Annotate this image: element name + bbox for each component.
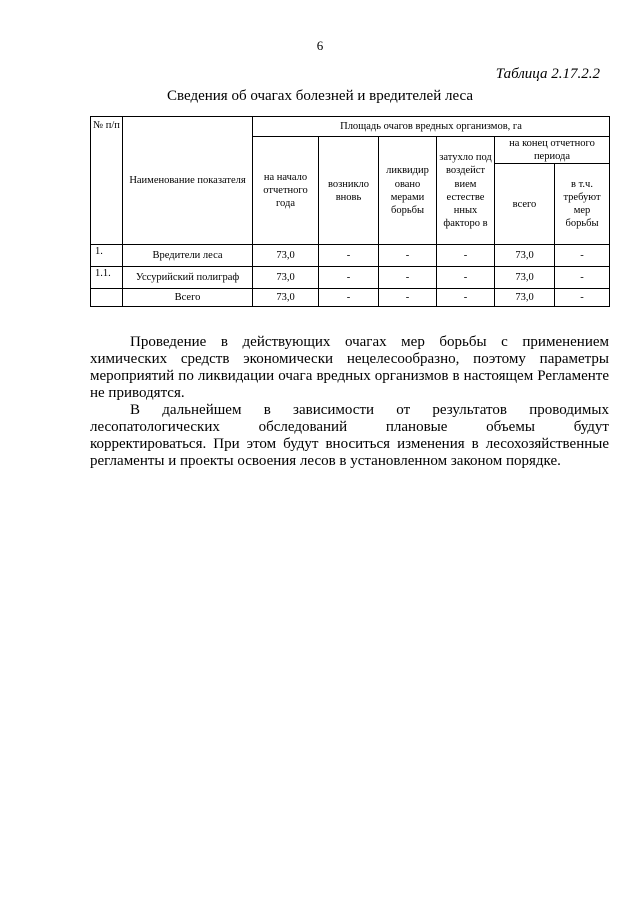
- table-reference: Таблица 2.17.2.2: [495, 66, 600, 82]
- row-number: 1.1.: [91, 267, 123, 289]
- row-natural: -: [437, 289, 495, 307]
- row-start: 73,0: [253, 245, 319, 267]
- row-name: Вредители леса: [123, 245, 253, 267]
- row-need: -: [555, 267, 610, 289]
- row-new: -: [319, 267, 379, 289]
- row-name: Всего: [123, 289, 253, 307]
- header-need-measures: в т.ч. требуют мер борьбы: [555, 164, 610, 245]
- row-total: 73,0: [495, 289, 555, 307]
- row-new: -: [319, 245, 379, 267]
- row-need: -: [555, 245, 610, 267]
- paragraph-text: корректироваться. При этом будут вноситься изменения в лесохозяйственные регламенты и проекты освоения лесов в установленном законом порядке.: [90, 436, 609, 469]
- row-number: [91, 289, 123, 307]
- header-name: Наименование показателя: [123, 117, 253, 245]
- paragraph-planning: [90, 402, 609, 470]
- table-row: [91, 245, 610, 267]
- header-natural: затухло под воздейст вием естестве нных факторо в: [437, 137, 495, 245]
- header-area: Площадь очагов вредных организмов, га: [253, 117, 610, 137]
- header-end-period: на конец отчетного периода: [495, 137, 610, 164]
- row-number: 1.: [91, 245, 123, 267]
- header-number: № п/п: [91, 117, 123, 245]
- table-row: [91, 267, 610, 289]
- header-start: на начало отчетного года: [253, 137, 319, 245]
- row-start: 73,0: [253, 289, 319, 307]
- table-title: Сведения об очагах болезней и вредителей леса: [167, 88, 473, 104]
- pests-table: [90, 116, 610, 307]
- row-name: Уссурийский полиграф: [123, 267, 253, 289]
- row-liquidated: -: [379, 245, 437, 267]
- paragraph-line: В дальнейшем в зависимости от результатов проводимых: [130, 402, 609, 418]
- row-liquidated: -: [379, 289, 437, 307]
- header-liquidated: ликвидир овано мерами борьбы: [379, 137, 437, 245]
- row-total: 73,0: [495, 245, 555, 267]
- row-total: 73,0: [495, 267, 555, 289]
- row-liquidated: -: [379, 267, 437, 289]
- row-natural: -: [437, 267, 495, 289]
- page-number: 6: [316, 38, 324, 53]
- paragraph-measures: [90, 334, 609, 402]
- row-natural: -: [437, 245, 495, 267]
- paragraph-line: лесопатологических обследований плановые объемы будут: [90, 419, 609, 435]
- table-row: [91, 289, 610, 307]
- paragraph-text: Проведение в действующих очагах мер борьбы с применением химических средств экономически нецелесообразно, поэтому параметры мероприятий по ликвидации очага вредных организмов в настоящем Регламенте не приводятся.: [90, 334, 609, 401]
- row-new: -: [319, 289, 379, 307]
- header-new: возникло вновь: [319, 137, 379, 245]
- row-start: 73,0: [253, 267, 319, 289]
- header-total: всего: [495, 164, 555, 245]
- row-need: -: [555, 289, 610, 307]
